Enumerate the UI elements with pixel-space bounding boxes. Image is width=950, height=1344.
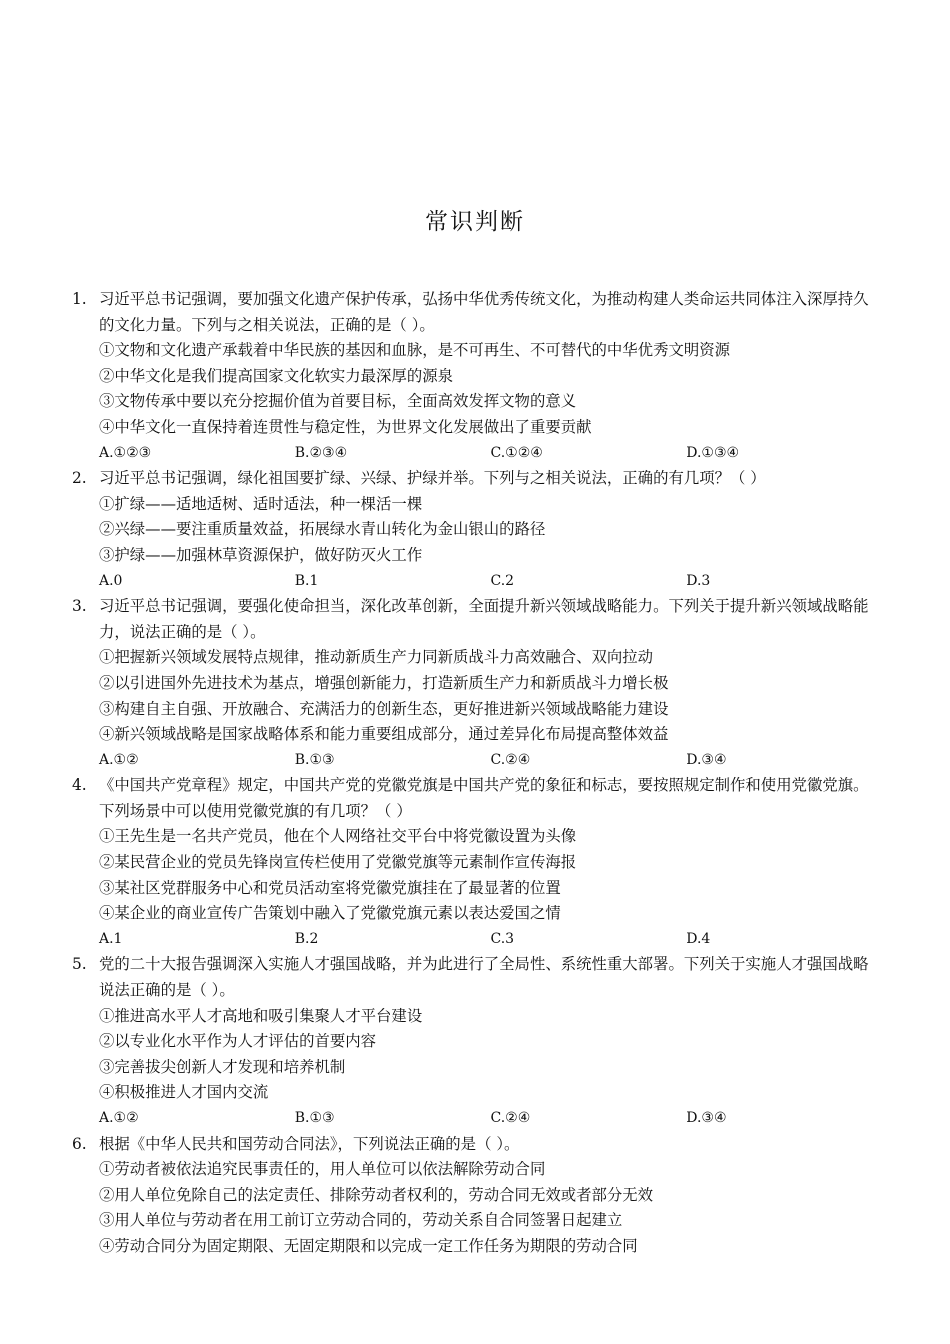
statement: ①文物和文化遗产承载着中华民族的基因和血脉，是不可再生、不可替代的中华优秀文明资源 <box>99 341 731 360</box>
statement: ①王先生是一名共产党员，他在个人网络社交平台中将党徽设置为头像 <box>99 827 577 846</box>
question-number: 6. <box>72 1134 87 1153</box>
question-stem <box>72 594 882 645</box>
answer-option[interactable]: D.③④ <box>686 1110 727 1126</box>
statement: ③文物传承中要以充分挖掘价值为首要目标，全面高效发挥文物的意义 <box>99 392 577 411</box>
statement: ④新兴领域战略是国家战略体系和能力重要组成部分，通过差异化布局提高整体效益 <box>99 725 669 744</box>
question-stem-text: 《中国共产党章程》规定，中国共产党的党徽党旗是中国共产党的象征和标志，要按照规定制作和使用党徽党旗。下列场景中可以使用党徽党旗的有几项？（ ） <box>99 776 869 820</box>
statement: ③用人单位与劳动者在用工前订立劳动合同的，劳动关系自合同签署日起建立 <box>99 1211 623 1230</box>
statement: ①劳动者被依法追究民事责任的，用人单位可以依法解除劳动合同 <box>99 1160 546 1179</box>
question-stem <box>72 287 882 338</box>
answer-option[interactable]: B.①③ <box>294 1110 335 1126</box>
answer-option[interactable]: A.①②③ <box>99 444 152 461</box>
answer-option[interactable]: A.0 <box>99 572 123 589</box>
question-number: 2. <box>72 469 87 488</box>
question-number: 5. <box>72 955 87 974</box>
question-5 <box>72 952 882 1131</box>
question-stem-text: 习近平总书记强调，要强化使命担当，深化改革创新，全面提升新兴领域战略能力。下列关于提升新兴领域战略能力，说法正确的是（ ）。 <box>99 597 869 641</box>
answer-option[interactable]: A.①② <box>99 1110 139 1126</box>
statement: ②以专业化水平作为人才评估的首要内容 <box>99 1032 377 1051</box>
answer-option[interactable]: D.4 <box>686 930 711 947</box>
answer-options <box>72 748 882 774</box>
statement: ②中华文化是我们提高国家文化软实力最深厚的源泉 <box>99 366 453 385</box>
answer-option[interactable]: C.3 <box>490 930 515 947</box>
question-stem <box>72 773 882 824</box>
answer-option[interactable]: A.1 <box>99 930 123 947</box>
answer-options <box>72 441 882 467</box>
statement: ②用人单位免除自己的法定责任、排除劳动者权利的，劳动合同无效或者部分无效 <box>99 1185 654 1204</box>
answer-option[interactable]: C.②④ <box>490 751 531 768</box>
answer-option[interactable]: B.①③ <box>294 751 335 768</box>
statement: ①扩绿——适地适树、适时适法，种一棵活一棵 <box>99 494 423 513</box>
statement: ①把握新兴领域发展特点规律，推动新质生产力同新质战斗力高效融合、双向拉动 <box>99 648 654 667</box>
question-stem <box>72 466 882 492</box>
question-number: 4. <box>72 776 87 795</box>
answer-option[interactable]: C.②④ <box>490 1110 531 1126</box>
answer-option[interactable]: D.③④ <box>686 751 727 768</box>
question-stem <box>72 952 882 1003</box>
answer-options <box>72 569 882 595</box>
answer-option[interactable]: B.1 <box>294 572 319 589</box>
question-list <box>72 287 882 1260</box>
question-stem-text: 根据《中华人民共和国劳动合同法》，下列说法正确的是（ ）。 <box>99 1134 520 1153</box>
answer-option[interactable]: D.①③④ <box>686 444 740 461</box>
question-stem-text: 习近平总书记强调，要加强文化遗产保护传承，弘扬中华优秀传统文化，为推动构建人类命运共同体注入深厚持久的文化力量。下列与之相关说法，正确的是（ ）。 <box>99 290 869 334</box>
statement: ③护绿——加强林草资源保护，做好防灭火工作 <box>99 545 423 564</box>
question-number: 3. <box>72 597 87 616</box>
question-6 <box>72 1132 882 1260</box>
question-stem-text: 习近平总书记强调，绿化祖国要扩绿、兴绿、护绿并举。下列与之相关说法，正确的有几项？（ ） <box>99 469 766 488</box>
answer-options <box>72 1106 882 1132</box>
statement: ②兴绿——要注重质量效益，拓展绿水青山转化为金山银山的路径 <box>99 520 546 539</box>
question-stem-text: 党的二十大报告强调深入实施人才强国战略，并为此进行了全局性、系统性重大部署。下列关于实施人才强国战略说法正确的是（ ）。 <box>99 955 869 1000</box>
question-3 <box>72 594 882 773</box>
question-1 <box>72 287 882 466</box>
question-stem <box>72 1132 882 1158</box>
answer-option[interactable]: D.3 <box>686 572 711 589</box>
statement: ③构建自主自强、开放融合、充满活力的创新生态，更好推进新兴领域战略能力建设 <box>99 699 669 718</box>
statement: ②某民营企业的党员先锋岗宣传栏使用了党徽党旗等元素制作宣传海报 <box>99 853 577 872</box>
statement: ④中华文化一直保持着连贯性与稳定性，为世界文化发展做出了重要贡献 <box>99 417 592 436</box>
statement: ③某社区党群服务中心和党员活动室将党徽党旗挂在了最显著的位置 <box>99 878 561 897</box>
statement: ②以引进国外先进技术为基点，增强创新能力，打造新质生产力和新质战斗力增长极 <box>99 673 669 692</box>
answer-option[interactable]: A.①② <box>99 751 139 768</box>
question-number: 1. <box>72 290 87 308</box>
page-title: 常识判断 <box>425 209 525 235</box>
answer-option[interactable]: C.2 <box>490 572 515 589</box>
answer-option[interactable]: C.①②④ <box>490 444 543 461</box>
question-2 <box>72 466 882 594</box>
statement: ①推进高水平人才高地和吸引集聚人才平台建设 <box>99 1006 423 1025</box>
statement: ④某企业的商业宣传广告策划中融入了党徽党旗元素以表达爱国之情 <box>99 904 561 923</box>
statement: ④劳动合同分为固定期限、无固定期限和以完成一定工作任务为期限的劳动合同 <box>99 1236 638 1255</box>
question-4 <box>72 773 882 952</box>
statement: ④积极推进人才国内交流 <box>99 1083 269 1102</box>
answer-option[interactable]: B.2 <box>294 930 319 947</box>
statement: ③完善拔尖创新人才发现和培养机制 <box>99 1057 346 1076</box>
answer-options <box>72 927 882 953</box>
answer-option[interactable]: B.②③④ <box>294 444 348 461</box>
